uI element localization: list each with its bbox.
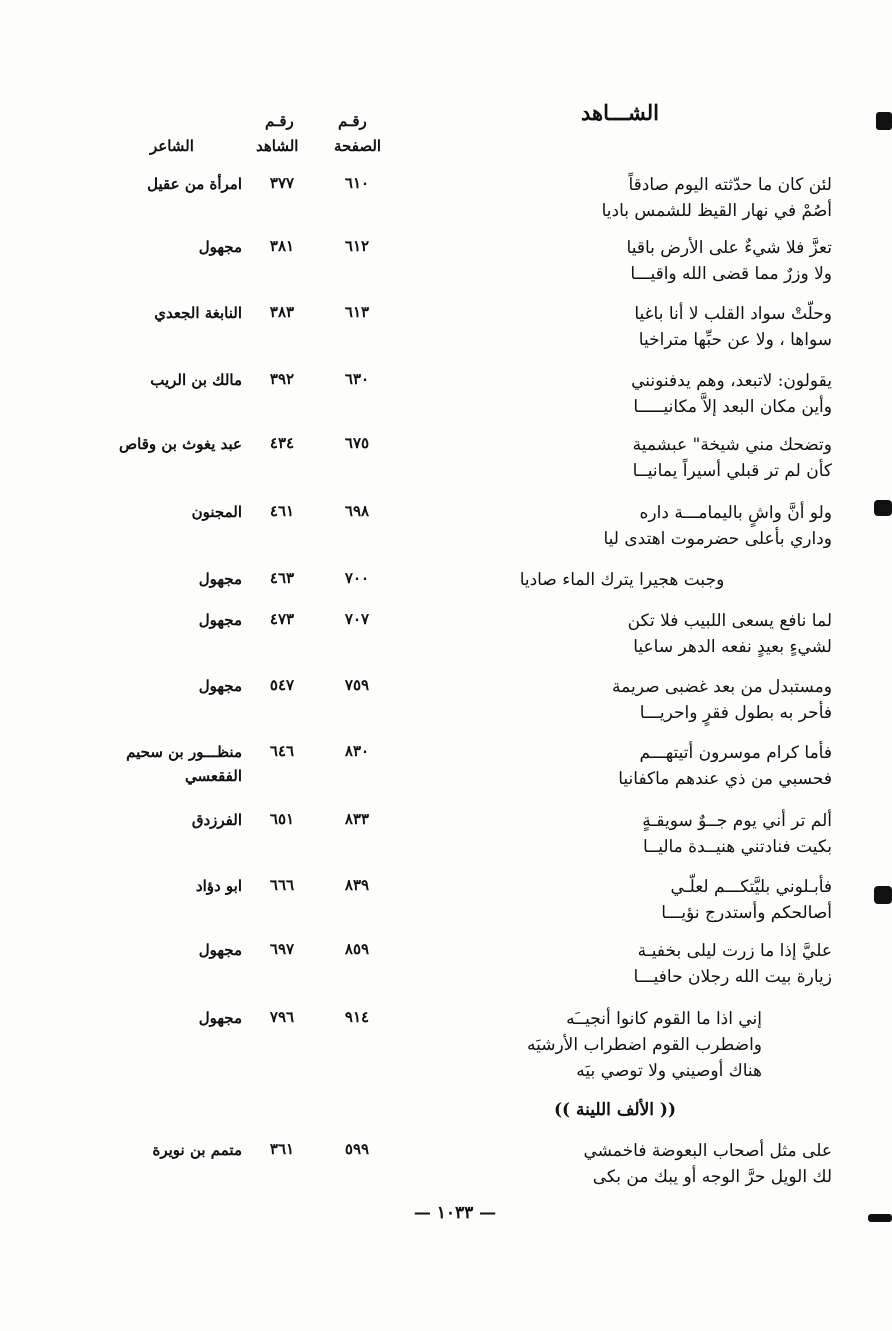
verse-number-cell: ٤٧٣: [269, 610, 295, 628]
verse-line: فحسبي من ذي عندهم ماكفانيا: [618, 769, 832, 789]
page-number-cell: ٩١٤: [344, 1008, 370, 1026]
verse-text: [412, 740, 832, 792]
verse-line: وحلّتْ سواد القلب لا أنا باغيا: [634, 304, 832, 324]
poet-cell: [82, 432, 242, 456]
verse-line: تعزَّ فلا شيءٌ على الأرض باقيا: [626, 238, 832, 258]
page-number-cell: ٥٩٩: [344, 1140, 370, 1158]
poet-name: مالك بن الريب: [150, 371, 242, 389]
page-number-cell: ٧٥٩: [344, 676, 370, 694]
page-number-cell: ٦١٠: [344, 174, 370, 192]
verse-text: [412, 432, 832, 484]
poet-cell: [82, 740, 242, 788]
verse-text: [412, 567, 832, 593]
poet-name: منظـــور بن سحيم: [126, 743, 242, 761]
page-number-cell: ٦١٢: [344, 237, 370, 255]
poet-cell: [82, 938, 242, 962]
verse-text: [412, 808, 832, 860]
poet-cell: [82, 235, 242, 259]
verse-text: [412, 235, 832, 287]
poet-cell: [82, 172, 242, 196]
verse-text: [412, 1138, 832, 1190]
page-number-cell: ٧٠٧: [344, 610, 370, 628]
verse-line: ولو أنَّ واشٍ باليمامـــة داره: [639, 503, 832, 523]
verse-line: فأحر به بطول فقرٍ واحريـــا: [639, 703, 832, 723]
verse-line: زيارة بيت الله رجلان حافيـــا: [633, 967, 832, 987]
poet-cell: [82, 500, 242, 524]
page-column-header-1: رقـم: [338, 112, 367, 130]
verse-text: [412, 301, 832, 353]
verse-number-cell: ٦٦٦: [269, 876, 295, 894]
verse-line: ألم تر أني يوم جــوٌ سويقـةٍ: [642, 811, 832, 831]
poet-name: الفرزدق: [191, 811, 242, 829]
poet-name: المجنون: [191, 503, 242, 521]
verse-text: [412, 608, 832, 660]
poet-cell: [82, 301, 242, 325]
verse-line: بكيت فنادتني هنيــدة ماليــا: [643, 837, 832, 857]
verse-line: وداري بأعلى حضرموت اهتدى ليا: [603, 529, 832, 549]
page-number: — ١٠٣٣ —: [413, 1203, 497, 1223]
poet-cell: [82, 368, 242, 392]
verse-text: [342, 1006, 762, 1084]
verse-line: أصالحكم وأستدرج نؤيـــا: [661, 903, 832, 923]
verse-line: فأبـلوني بليَّتكـــم لعلّـي: [670, 877, 832, 897]
poet-name: امرأة من عقيل: [147, 175, 242, 193]
poet-name: ابو دؤاد: [195, 877, 242, 895]
poet-name: النابغة الجعدي: [154, 304, 242, 322]
poet-name: مجهول: [198, 1009, 242, 1027]
page-number-cell: ٨٥٩: [344, 940, 370, 958]
verse-line: لما نافع يسعى اللبيب فلا تكن: [627, 611, 832, 631]
verse-number-cell: ٤٦١: [269, 502, 295, 520]
poet-name: مجهول: [198, 941, 242, 959]
verse-number-cell: ٧٩٦: [269, 1008, 295, 1026]
verse-number-cell: ٤٣٤: [269, 434, 295, 452]
poet-cell: [82, 808, 242, 832]
verse-line: سواها ، ولا عن حبِّها متراخيا: [638, 330, 832, 350]
poet-name: عبد يغوث بن وقاص: [118, 435, 242, 453]
verse-line: فأما كرام موسرون أتيتهـــم: [639, 743, 832, 763]
page-number-cell: ٦١٣: [344, 303, 370, 321]
verse-line: واضطرب القوم اضطراب الأرشيَه: [526, 1035, 762, 1055]
verse-line: لئن كان ما حدّثته اليوم صادقاً: [628, 175, 832, 195]
poet-cell: [82, 567, 242, 591]
verse-number-cell: ٣٩٢: [269, 370, 295, 388]
page-title: الشـــاهد: [581, 100, 659, 125]
verse-number-cell: ٣٨١: [269, 237, 295, 255]
verse-line: لك الويل حرَّ الوجه أو يبك من بكى: [592, 1167, 832, 1187]
verse-number-cell: ٦٥١: [269, 810, 295, 828]
page-number-cell: ٦٣٠: [344, 370, 370, 388]
page-number-cell: ٦٩٨: [344, 502, 370, 520]
page-number-cell: ٨٣٠: [344, 742, 370, 760]
page-number-cell: ٦٧٥: [344, 434, 370, 452]
verse-text: [412, 172, 832, 224]
verse-text: [412, 938, 832, 990]
poet-name: مجهول: [198, 677, 242, 695]
section-title: (( الألف اللينة )): [553, 1100, 677, 1120]
verse-number-cell: ٥٤٧: [269, 676, 295, 694]
margin-mark: [874, 886, 892, 904]
margin-mark: [874, 500, 892, 516]
page-number-cell: ٨٣٣: [344, 810, 370, 828]
poet-name-continued: الفقعسي: [184, 767, 242, 785]
poet-column-header: الشاعر: [150, 137, 194, 155]
number-column-header-1: رقـم: [265, 112, 294, 130]
verse-line: ولا وزرٌ مما قضى الله واقيـــا: [630, 264, 832, 284]
verse-line: إني اذا ما القوم كانوا أنجيــَه: [566, 1009, 762, 1029]
page-number-cell: ٨٣٩: [344, 876, 370, 894]
poet-cell: [82, 874, 242, 898]
verse-text: [412, 674, 832, 726]
verse-line: وأين مكان البعد إلاَّ مكانيـــــا: [633, 397, 832, 417]
number-column-header-2: الشاهد: [256, 137, 299, 155]
margin-mark: [876, 112, 892, 130]
verse-text: [412, 500, 832, 552]
verse-line: وتضحك مني شيخة" عبشمية: [632, 435, 832, 455]
page-column-header-2: الصفحة: [334, 137, 382, 155]
page-number-cell: ٧٠٠: [344, 569, 370, 587]
poet-cell: [82, 1006, 242, 1030]
poet-name: مجهول: [198, 611, 242, 629]
verse-text: [412, 368, 832, 420]
verse-line: ومستبدل من بعد غضبى صريمة: [612, 677, 832, 697]
verse-number-cell: ٦٤٦: [269, 742, 295, 760]
poet-name: متمم بن نويرة: [152, 1141, 242, 1159]
margin-mark: [868, 1214, 892, 1222]
verse-line: على مثل أصحاب البعوضة فاخمشي: [583, 1141, 832, 1161]
verse-line: هناك أوصيني ولا توصي بيَه: [576, 1061, 762, 1081]
verse-line: لشيءٍ بعيدٍ نفعه الدهر ساعيا: [633, 637, 832, 657]
verse-line: وجبت هجيرا يترك الماء صاديا: [519, 570, 725, 590]
poet-cell: [82, 608, 242, 632]
poet-name: مجهول: [198, 238, 242, 256]
poet-cell: [82, 1138, 242, 1162]
verse-number-cell: ٦٩٧: [269, 940, 295, 958]
verse-line: يقولون: لاتبعد، وهم يدفنونني: [631, 371, 832, 391]
verse-number-cell: ٤٦٣: [269, 569, 295, 587]
verse-line: عليَّ إذا ما زرت ليلى بخفيـة: [637, 941, 832, 961]
verse-text: [412, 874, 832, 926]
poet-cell: [82, 674, 242, 698]
verse-number-cell: ٣٦١: [269, 1140, 295, 1158]
verse-number-cell: ٣٧٧: [269, 174, 295, 192]
verse-number-cell: ٣٨٣: [269, 303, 295, 321]
verse-line: أصُمْ في نهار القيظ للشمس باديا: [601, 201, 832, 221]
verse-line: كأن لم تر قبلي أسيراً يمانيــا: [632, 461, 832, 481]
poet-name: مجهول: [198, 570, 242, 588]
